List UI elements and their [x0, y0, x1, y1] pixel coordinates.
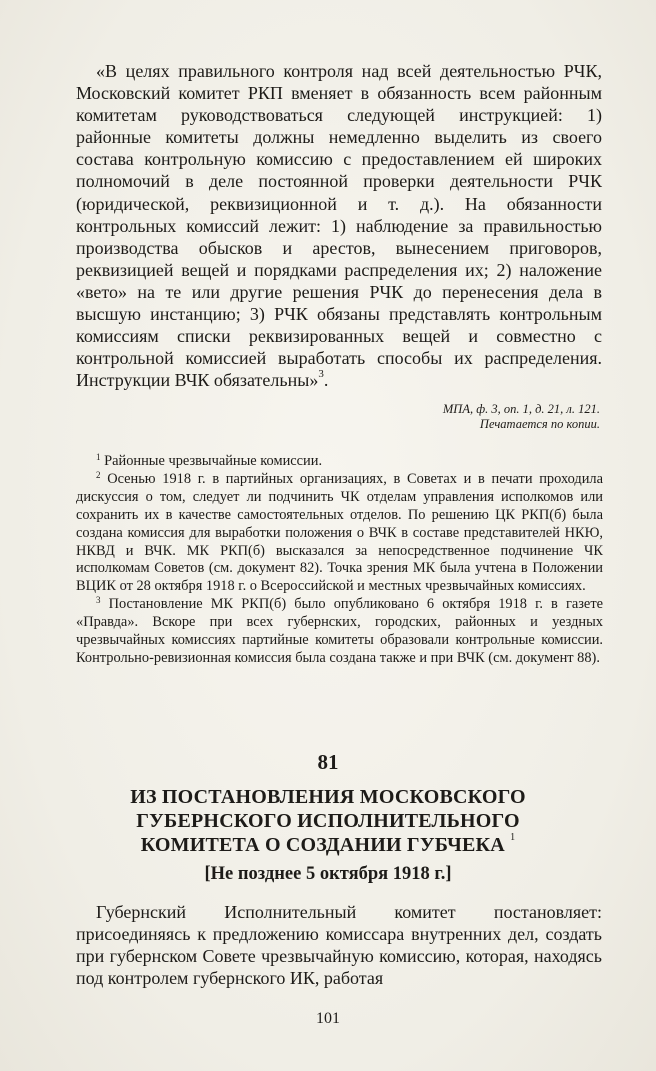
archive-source-block: [443, 402, 600, 432]
document-title-line-3: [60, 833, 596, 857]
document-number: 81: [317, 750, 339, 774]
page-number: 101: [316, 1010, 340, 1027]
footnote-text: Осенью 1918 г. в партийных организациях, в Советах и в печати проходила дискуссия о том, следует ли подчинить ЧК отделам управления исполкомов или сохранить их в качестве самостоятельных отделов. По решению ЦК РКП(б) была создана комиссия для выработки положения о ВЧК в составе представителей НКЮ, НКВД и ВЧК. МК РКП(б) высказался за непосредственное подчинение ЧК исполкомам Советов (см. документ 82). Точка зрения МК была учтена в Положении ВЦИК от 28 октября 1918 г. о Всероссийской и местных чрезвычайных комиссиях.: [76, 470, 603, 595]
document-title: [60, 785, 596, 857]
printed-from-note: Печатается по копии.: [479, 417, 600, 431]
footnotes: [76, 453, 603, 668]
footnote-number: 2: [96, 469, 101, 480]
footnote-1: [76, 453, 603, 471]
footnote-text: Районные чрезвычайные комиссии.: [104, 453, 323, 469]
footnote-number: 3: [96, 595, 101, 606]
document-title-line-1: ИЗ ПОСТАНОВЛЕНИЯ МОСКОВСКОГО: [130, 786, 526, 808]
quoted-instruction-text: «В целях правильного контроля над всей деятельностью РЧК, Московский комитет РКП вменяет в обязанность всем районным комитетам руководствоваться следующей инструкцией: 1) районные комитеты должны немедленно выделить из своего состава контрольную комиссию с предоставлением ей широких полномочий в деле постоянной проверки деятельности РЧК (юридической, реквизиционной и т. д.). На обязанности контрольных комиссий лежит: 1) наблюдение за правильностью производства обысков и арестов, вынесением приговоров, реквизицией вещей и порядками распределения их; 2) наложение «вето» на те или другие решения РЧК до перенесения дела в высшую инстанцию; 3) РЧК обязаны представлять контрольным комиссиям списки реквизированных вещей и совместно с контрольной комиссией выработать способы их распределения. Инструкции ВЧК обязательны»: [76, 61, 602, 391]
title-footnote-reference: 1: [510, 832, 516, 843]
document-date: [Не позднее 5 октября 1918 г.]: [204, 864, 452, 884]
decree-text: Губернский Исполнительный комитет постановляет: присоединяясь к предложению комиссара внутренних дел, создать при губернском Совете чрезвычайную комиссию, которая, находясь под контролем губернского ИК, работая: [76, 902, 602, 989]
footnote-text: Постановление МК РКП(б) было опубликовано 6 октября 1918 г. в газете «Правда». Вскоре при всех губернских, городских, районных и уездных чрезвычайных комиссиях партийные комитеты образовали контрольные комиссии. Контрольно-ревизионная комиссия была создана также и при ВЧК (см. документ 88).: [76, 596, 603, 666]
paragraph-end-punctuation: .: [323, 370, 329, 391]
footnote-reference-3: 3: [318, 368, 324, 381]
document-title-line-3-text: КОМИТЕТА О СОЗДАНИИ ГУБЧЕКА: [140, 834, 505, 856]
footnote-3: [76, 596, 603, 668]
footnote-number: 1: [96, 452, 101, 462]
quoted-instruction-paragraph: [76, 60, 602, 391]
document-title-line-2: ГУБЕРНСКОГО ИСПОЛНИТЕЛЬНОГО: [136, 810, 520, 832]
footnote-2: [76, 471, 603, 596]
archive-reference: МПА, ф. 3, оп. 1, д. 21, л. 121.: [442, 402, 600, 416]
